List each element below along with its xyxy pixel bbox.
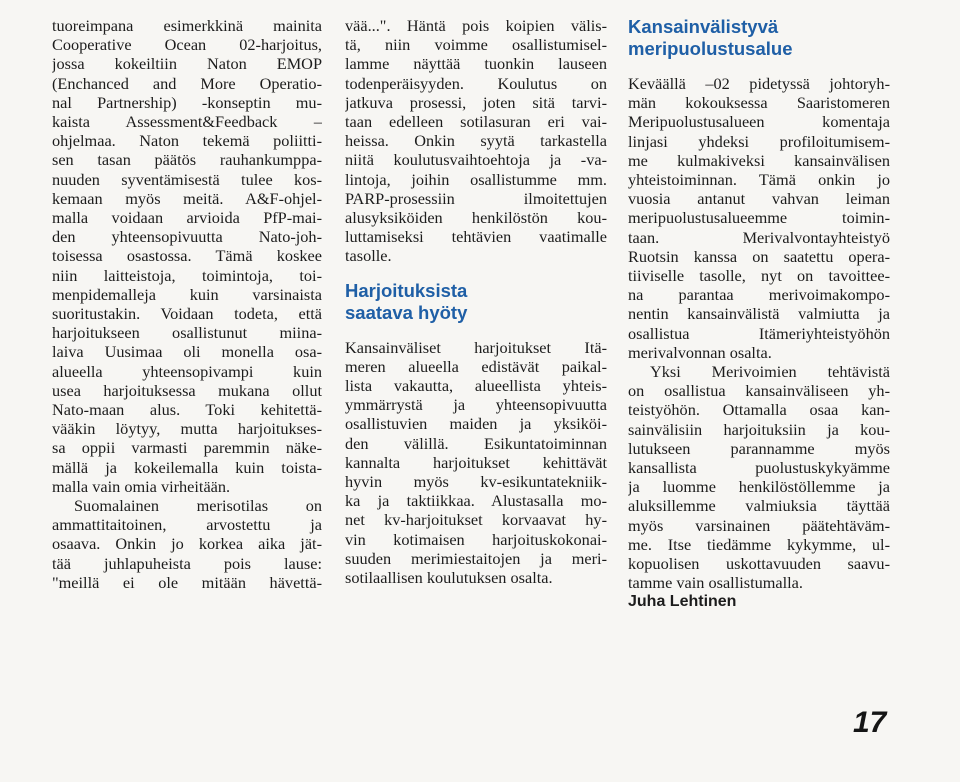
text-line: kaista Assessment&Feedback – [52,112,322,132]
text-line: alueella yhteensopivampi kuin [52,361,322,381]
text-line: kansallista puolustuskykyämme [628,458,890,478]
text-line: lintoja, joihin osallistumme mm. [345,169,607,189]
text-line: tiiviselle tasolle, nyt on tavoittee- [628,266,890,286]
text-line: nentin kansainvälistä valmiutta ja [628,304,890,324]
text-line: vääkin löytyy, mutta harjoitukses- [52,419,322,439]
text-line: vin kotimaisen harjoituskokonai- [345,529,607,549]
text-line: ohjelmaa. Naton tekemä poliitti- [52,131,322,151]
text-line: ja luomme henkilöstöllemme ja [628,477,890,497]
text-line: malla vain omia virheitään. [52,476,231,496]
column-3-text [628,74,890,592]
text-line: lutukseen parannamme myös [628,438,890,458]
heading-line: Kansainvälistyvä [628,16,779,37]
text-line: meren alueella edistävät paikal- [345,356,607,376]
heading-line: meripuolustusalue [628,38,793,59]
text-line: lamme näyttää tuonkin lauseen [345,54,607,74]
text-line: ymmärrystä ja yhteensopivuutta [345,395,607,415]
text-line: den välillä. Esikuntatoiminnan [345,433,607,453]
text-line: niin laitteistoja, toimintoja, toi- [52,265,322,285]
text-line: nal Partnership) -konseptin mu- [52,92,322,112]
text-line: vuosia antanut vahvan leiman [628,189,890,209]
text-line: meripuolustusalueemme toimin- [628,208,890,228]
text-line: osaava. Onkin jo korkea aika jät- [52,534,322,554]
text-line: taan. Merivalvontayhteistyö [628,227,890,247]
text-line: me kulmakiveksi kansainvälisen [628,150,890,170]
text-line: heissa. Onkin syytä tarkastella [345,131,607,151]
text-line: tasolle. [345,246,392,266]
text-line: on osallistua kansainväliseen yh- [628,381,890,401]
text-line: laiva Uusimaa oli monella osa- [52,342,322,362]
section-heading-kansainvalistyva [628,16,890,60]
column-2-text-b [345,338,607,588]
text-line: sen tasan päätös rauhankumppa- [52,150,322,170]
text-line: suoritustakin. Voidaan todeta, että [52,304,322,324]
text-line: taan edelleen sotilasuran eri vai- [345,112,607,132]
text-line: jossa kokeiltiin Naton EMOP [52,54,322,74]
text-line: (Enchanced and More Operatio- [52,73,322,93]
text-line: Ruotsin kanssa on saatettu opera- [628,246,890,266]
text-line: Meripuolustusalueen komentaja [628,112,890,132]
text-line: män kokouksessa Saaristomeren [628,93,890,113]
article-column-3 [628,16,890,612]
text-line: "meillä ei ole mitään hävettä- [52,572,322,592]
text-line: alusyksiköiden henkilöstön kou- [345,208,607,228]
text-line: malla voidaan arvioida PfP-mai- [52,208,322,228]
text-line: nuuden syventämisestä tulee kos- [52,169,322,189]
text-line: osallistuvien maiden ja yksiköi- [345,414,607,434]
text-line: ka ja taktiikkaa. Alustasalla mo- [345,491,607,511]
text-line: lista vakautta, alueellista yhteis- [345,376,607,396]
text-line: Nato-maan alus. Toki kehitettä- [52,400,322,420]
text-line: ammattitaitoinen, arvostettu ja [52,515,322,535]
text-line: Cooperative Ocean 02-harjoitus, [52,35,322,55]
text-line: kemaan myös meitä. A&F-ohjel- [52,188,322,208]
column-2-text-a [345,16,607,266]
text-line: luttamiseksi tehtävien vaatimalle [345,227,607,247]
page-number: 17 [853,706,887,739]
text-line: linjasi yhdeksi profiloitumisem- [628,131,890,151]
text-line: teistyöhön. Ottamalla osaa kan- [628,400,890,420]
text-line: tä, niin voimme osallistumisel- [345,35,607,55]
text-line: tuoreimpana esimerkkinä mainita [52,16,322,35]
text-line: na parantaa merivoimakompo- [628,285,890,305]
text-line: jatkuva prosessi, joten sitä tarvi- [345,92,607,112]
text-line: myös varsinainen päätehtäväm- [628,515,890,535]
article-column-1 [52,16,322,592]
text-line: mällä ja kokeilemalla kuin toista- [52,457,322,477]
text-line: yhteistoiminnan. Tämä onkin jo [628,170,890,190]
text-line: todenperäisyyden. Koulutus on [345,73,607,93]
text-line: osallistua Itämeriyhteistyöhön [628,323,890,343]
article-column-2 [345,16,607,587]
text-line: hyvin myös kv-esikuntatekniik- [345,472,607,492]
text-line: me. Itse tiedämme kykymme, ul- [628,534,890,554]
text-line: aluksillemme valmiuksia täyttää [628,496,890,516]
text-line: Kansainväliset harjoitukset Itä- [345,337,607,357]
text-line: Yksi Merivoimien tehtävistä [650,362,890,382]
text-line: menpidemalleja kuin varsinaista [52,284,322,304]
heading-line: Harjoituksista [345,279,468,301]
heading-line: saatava hyöty [345,301,468,323]
text-line: Keväällä –02 pidetyssä johtoryh- [628,74,890,93]
text-line: sainvälisiin harjoituksiin ja kou- [628,419,890,439]
text-line: den yhteensopivuutta Nato-joh- [52,227,322,247]
text-line: Suomalainen merisotilas on [74,496,322,516]
text-line: usea harjoituksessa mukana ollut [52,380,322,400]
text-line: kopuolisen uskottavuuden saavu- [628,554,890,574]
text-line: tää juhlapuheista pois lause: [52,553,322,573]
text-line: kannalta harjoitukset kehittävät [345,452,607,472]
text-line: suuden merimiestaitojen ja meri- [345,548,607,568]
text-line: net kv-harjoitukset korvaavat hy- [345,510,607,530]
section-heading-harjoituksista [345,280,607,324]
text-line: sa oppii varmasti paremmin näke- [52,438,322,458]
text-line: toisessa osastossa. Tämä koskee [52,246,322,266]
author-signature: Juha Lehtinen [628,593,737,611]
text-line: niitä koulutusvaihtoehtoja ja -va- [345,150,607,170]
text-line: PARP-prosessiin ilmoitettujen [345,188,607,208]
text-line: sotilaallisen koulutuksen osalta. [345,568,553,588]
text-line: harjoitukseen osallistunut miina- [52,323,322,343]
text-line: merivalvonnan osalta. [628,342,772,362]
text-line: vää...". Häntä pois koipien välis- [345,16,607,35]
text-line: tamme vain osallistumalla. [628,573,803,593]
